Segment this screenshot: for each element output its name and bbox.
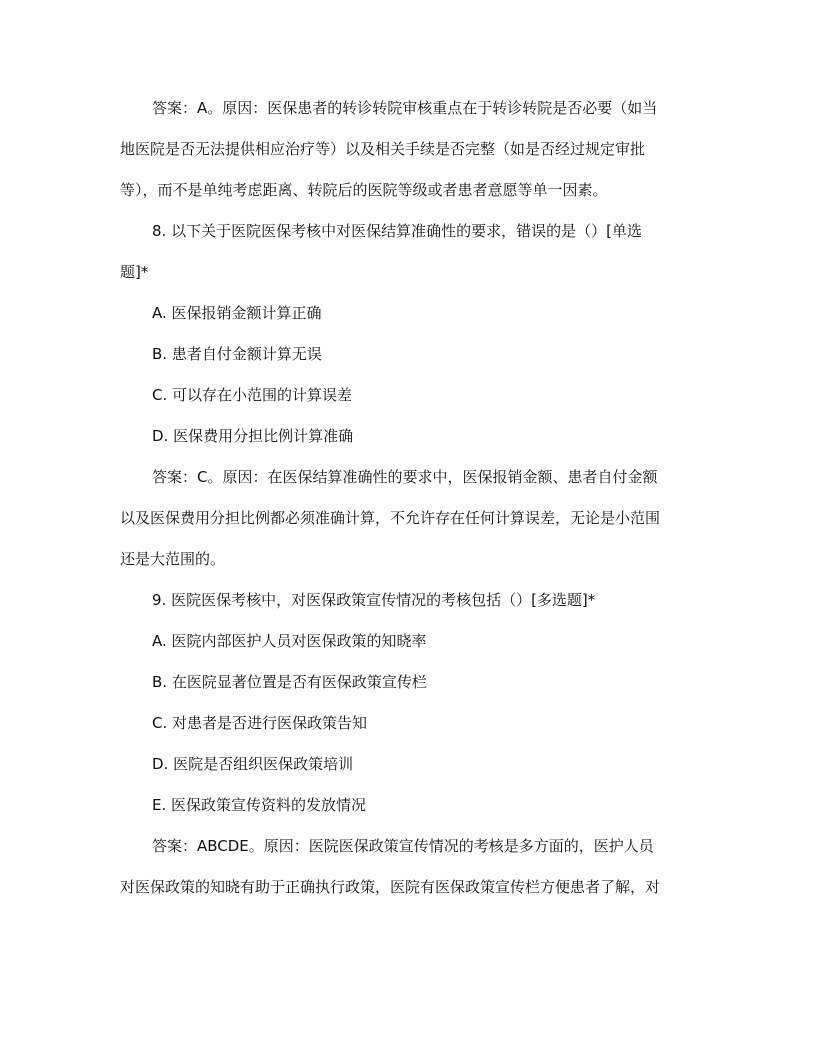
question-9-option-a: A. 医院内部医护人员对医保政策的知晓率 (152, 632, 427, 650)
answer-8-line-1: 答案：C。原因：在医保结算准确性的要求中，医保报销金额、患者自付金额 (152, 468, 658, 486)
question-9-option-c: C. 对患者是否进行医保政策告知 (152, 714, 368, 732)
answer-8-line-3: 还是大范围的。 (120, 550, 226, 568)
question-8-option-d: D. 医保费用分担比例计算准确 (152, 427, 354, 445)
question-9-option-b: B. 在医院显著位置是否有医保政策宣传栏 (152, 673, 427, 691)
answer-9-line-2: 对医保政策的知晓有助于正确执行政策，医院有医保政策宣传栏方便患者了解，对 (120, 878, 661, 896)
question-9-line-1: 9. 医院医保考核中，对医保政策宣传情况的考核包括（）[多选题]* (152, 591, 596, 609)
question-8-option-c: C. 可以存在小范围的计算误差 (152, 386, 353, 404)
question-8-line-2: 题]* (120, 263, 149, 281)
question-8-line-1: 8. 以下关于医院医保考核中对医保结算准确性的要求，错误的是（）[单选 (152, 222, 642, 240)
document-page (120, 88, 700, 908)
answer-7-line-2: 地医院是否无法提供相应治疗等）以及相关手续是否完整（如是否经过规定审批 (120, 140, 646, 158)
question-8-option-a: A. 医保报销金额计算正确 (152, 304, 322, 322)
answer-9-line-1: 答案：ABCDE。原因：医院医保政策宣传情况的考核是多方面的，医护人员 (152, 837, 654, 855)
question-9-option-d: D. 医院是否组织医保政策培训 (152, 755, 354, 773)
question-8-option-b: B. 患者自付金额计算无误 (152, 345, 322, 363)
answer-8-line-2: 以及医保费用分担比例都必须准确计算，不允许存在任何计算误差，无论是小范围 (120, 509, 661, 527)
answer-7-line-3: 等），而不是单纯考虑距离、转院后的医院等级或者患者意愿等单一因素。 (120, 181, 608, 199)
answer-7-line-1: 答案：A。原因：医保患者的转诊转院审核重点在于转诊转院是否必要（如当 (152, 99, 658, 117)
question-9-option-e: E. 医保政策宣传资料的发放情况 (152, 796, 367, 814)
